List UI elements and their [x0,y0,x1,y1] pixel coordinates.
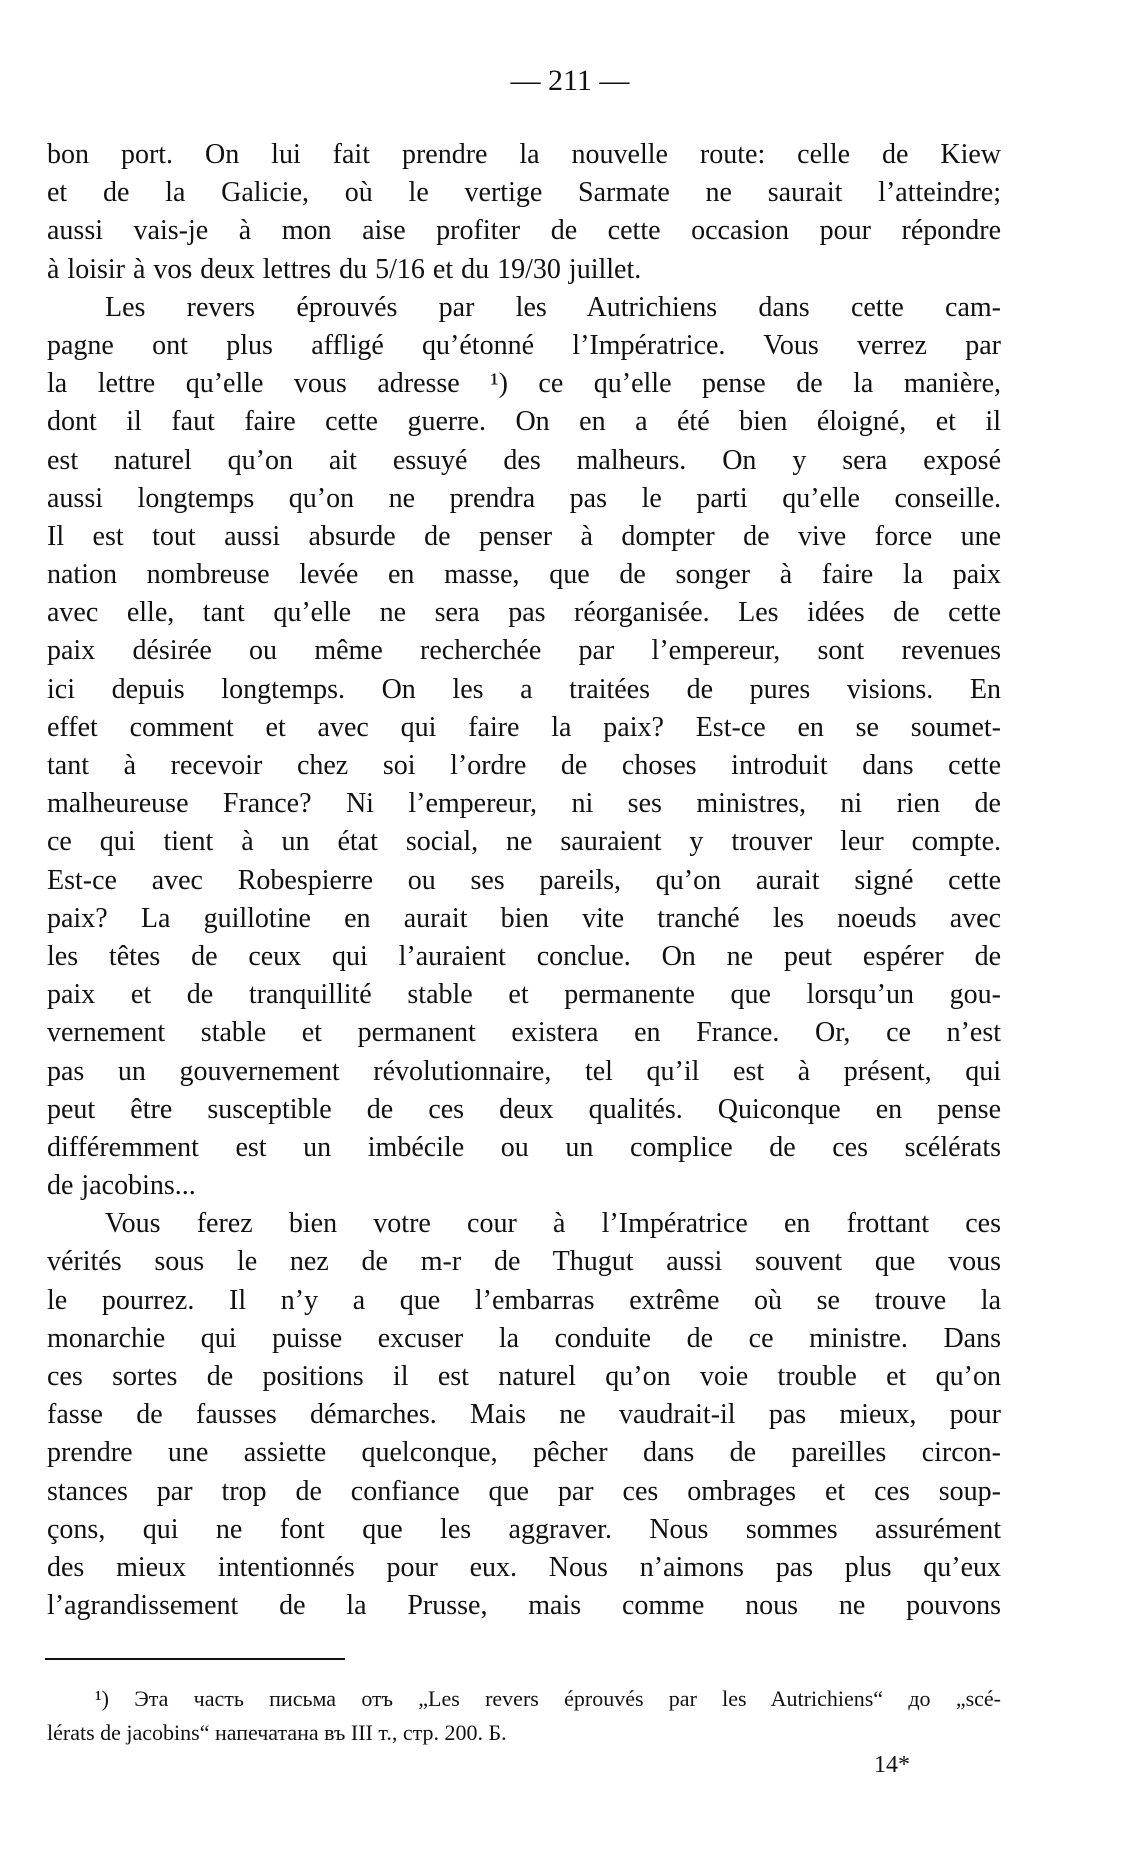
text-line: est naturel qu’on ait essuyé des malheurs. On y sera exposé [47,444,1001,476]
text-line: de jacobins... [47,1170,196,1202]
text-line: ici depuis longtemps. On les a traitées de pures visions. En [47,673,1001,705]
text-line: paix? La guillotine en aurait bien vite tranché les noeuds avec [47,902,1001,934]
text-line: effet comment et avec qui faire la paix? Est-ce en se soumet- [47,711,1001,743]
text-line: nation nombreuse levée en masse, que de songer à faire la paix [47,559,1001,591]
body-text [47,136,1001,1625]
text-line: fasse de fausses démarches. Mais ne vaudrait-il pas mieux, pour [47,1399,1001,1431]
text-line: les têtes de ceux qui l’auraient conclue. On ne peut espérer de [47,940,1001,972]
text-line: stances par trop de confiance que par ces ombrages et ces soup- [47,1475,1001,1507]
footnote [47,1682,1001,1750]
signature-mark: 14* [874,1752,910,1778]
text-line: le pourrez. Il n’y a que l’embarras extrême où se trouve la [47,1284,1001,1316]
text-line: paix désirée ou même recherchée par l’empereur, sont revenues [47,635,1001,667]
text-line: aussi longtemps qu’on ne prendra pas le parti qu’elle conseille. [47,482,1001,514]
text-line: paix et de tranquillité stable et permanente que lorsqu’un gou- [47,979,1001,1011]
footnote-divider [45,1658,345,1660]
text-line: ces sortes de positions il est naturel qu’on voie trouble et qu’on [47,1361,1001,1392]
text-line: la lettre qu’elle vous adresse ¹) ce qu’elle pense de la manière, [47,368,1001,400]
text-line: et de la Galicie, où le vertige Sarmate ne saurait l’atteindre; [47,177,1001,209]
text-line: bon port. On lui fait prendre la nouvelle route: celle de Kiew [47,139,1001,170]
text-line: dont il faut faire cette guerre. On en a été bien éloigné, et il [47,406,1001,438]
footnote-line: ¹) Эта часть письма отъ „Les revers éprouvés par les Autrichiens“ до „scé- [95,1686,1001,1711]
text-line: des mieux intentionnés pour eux. Nous n’aimons pas plus qu’eux [47,1551,1001,1583]
text-line: monarchie qui puisse excuser la conduite de ce ministre. Dans [47,1322,1001,1354]
text-line: çons, qui ne font que les aggraver. Nous sommes assurément [47,1513,1001,1545]
text-line: vérités sous le nez de m-r de Thugut aussi souvent que vous [47,1246,1001,1278]
text-line: à loisir à vos deux lettres du 5/16 et du 19/30 juillet. [47,253,642,285]
text-line: aussi vais-je à mon aise profiter de cette occasion pour répondre [47,215,1001,247]
text-line: l’agrandissement de la Prusse, mais comme nous ne pouvons [47,1590,1001,1622]
text-line: Est-ce avec Robespierre ou ses pareils, qu’on aurait signé cette [47,864,1001,896]
text-line: pas un gouvernement révolutionnaire, tel qu’il est à présent, qui [47,1055,1001,1087]
text-line: différemment est un imbécile ou un complice de ces scélérats [47,1131,1001,1163]
text-line: Les revers éprouvés par les Autrichiens dans cette cam- [105,291,1001,323]
text-line: malheureuse France? Ni l’empereur, ni ses ministres, ni rien de [47,788,1001,820]
text-line: pagne ont plus affligé qu’étonné l’Impératrice. Vous verrez par [47,329,1001,361]
text-line: prendre une assiette quelconque, pêcher dans de pareilles circon- [47,1437,1001,1469]
text-line: Il est tout aussi absurde de penser à dompter de vive force une [47,520,1001,552]
text-line: tant à recevoir chez soi l’ordre de choses introduit dans cette [47,750,1001,781]
text-line: Vous ferez bien votre cour à l’Impératrice en frottant ces [105,1208,1001,1240]
text-line: ce qui tient à un état social, ne sauraient y trouver leur compte. [47,826,1001,858]
footnote-line: lérats de jacobins“ напечатана въ III т., стр. 200. Б. [47,1720,507,1745]
text-line: avec elle, tant qu’elle ne sera pas réorganisée. Les idées de cette [47,597,1001,629]
page-number: — 211 — [510,64,630,97]
text-line: peut être susceptible de ces deux qualités. Quiconque en pense [47,1093,1001,1125]
text-line: vernement stable et permanent existera en France. Or, ce n’est [47,1017,1001,1049]
